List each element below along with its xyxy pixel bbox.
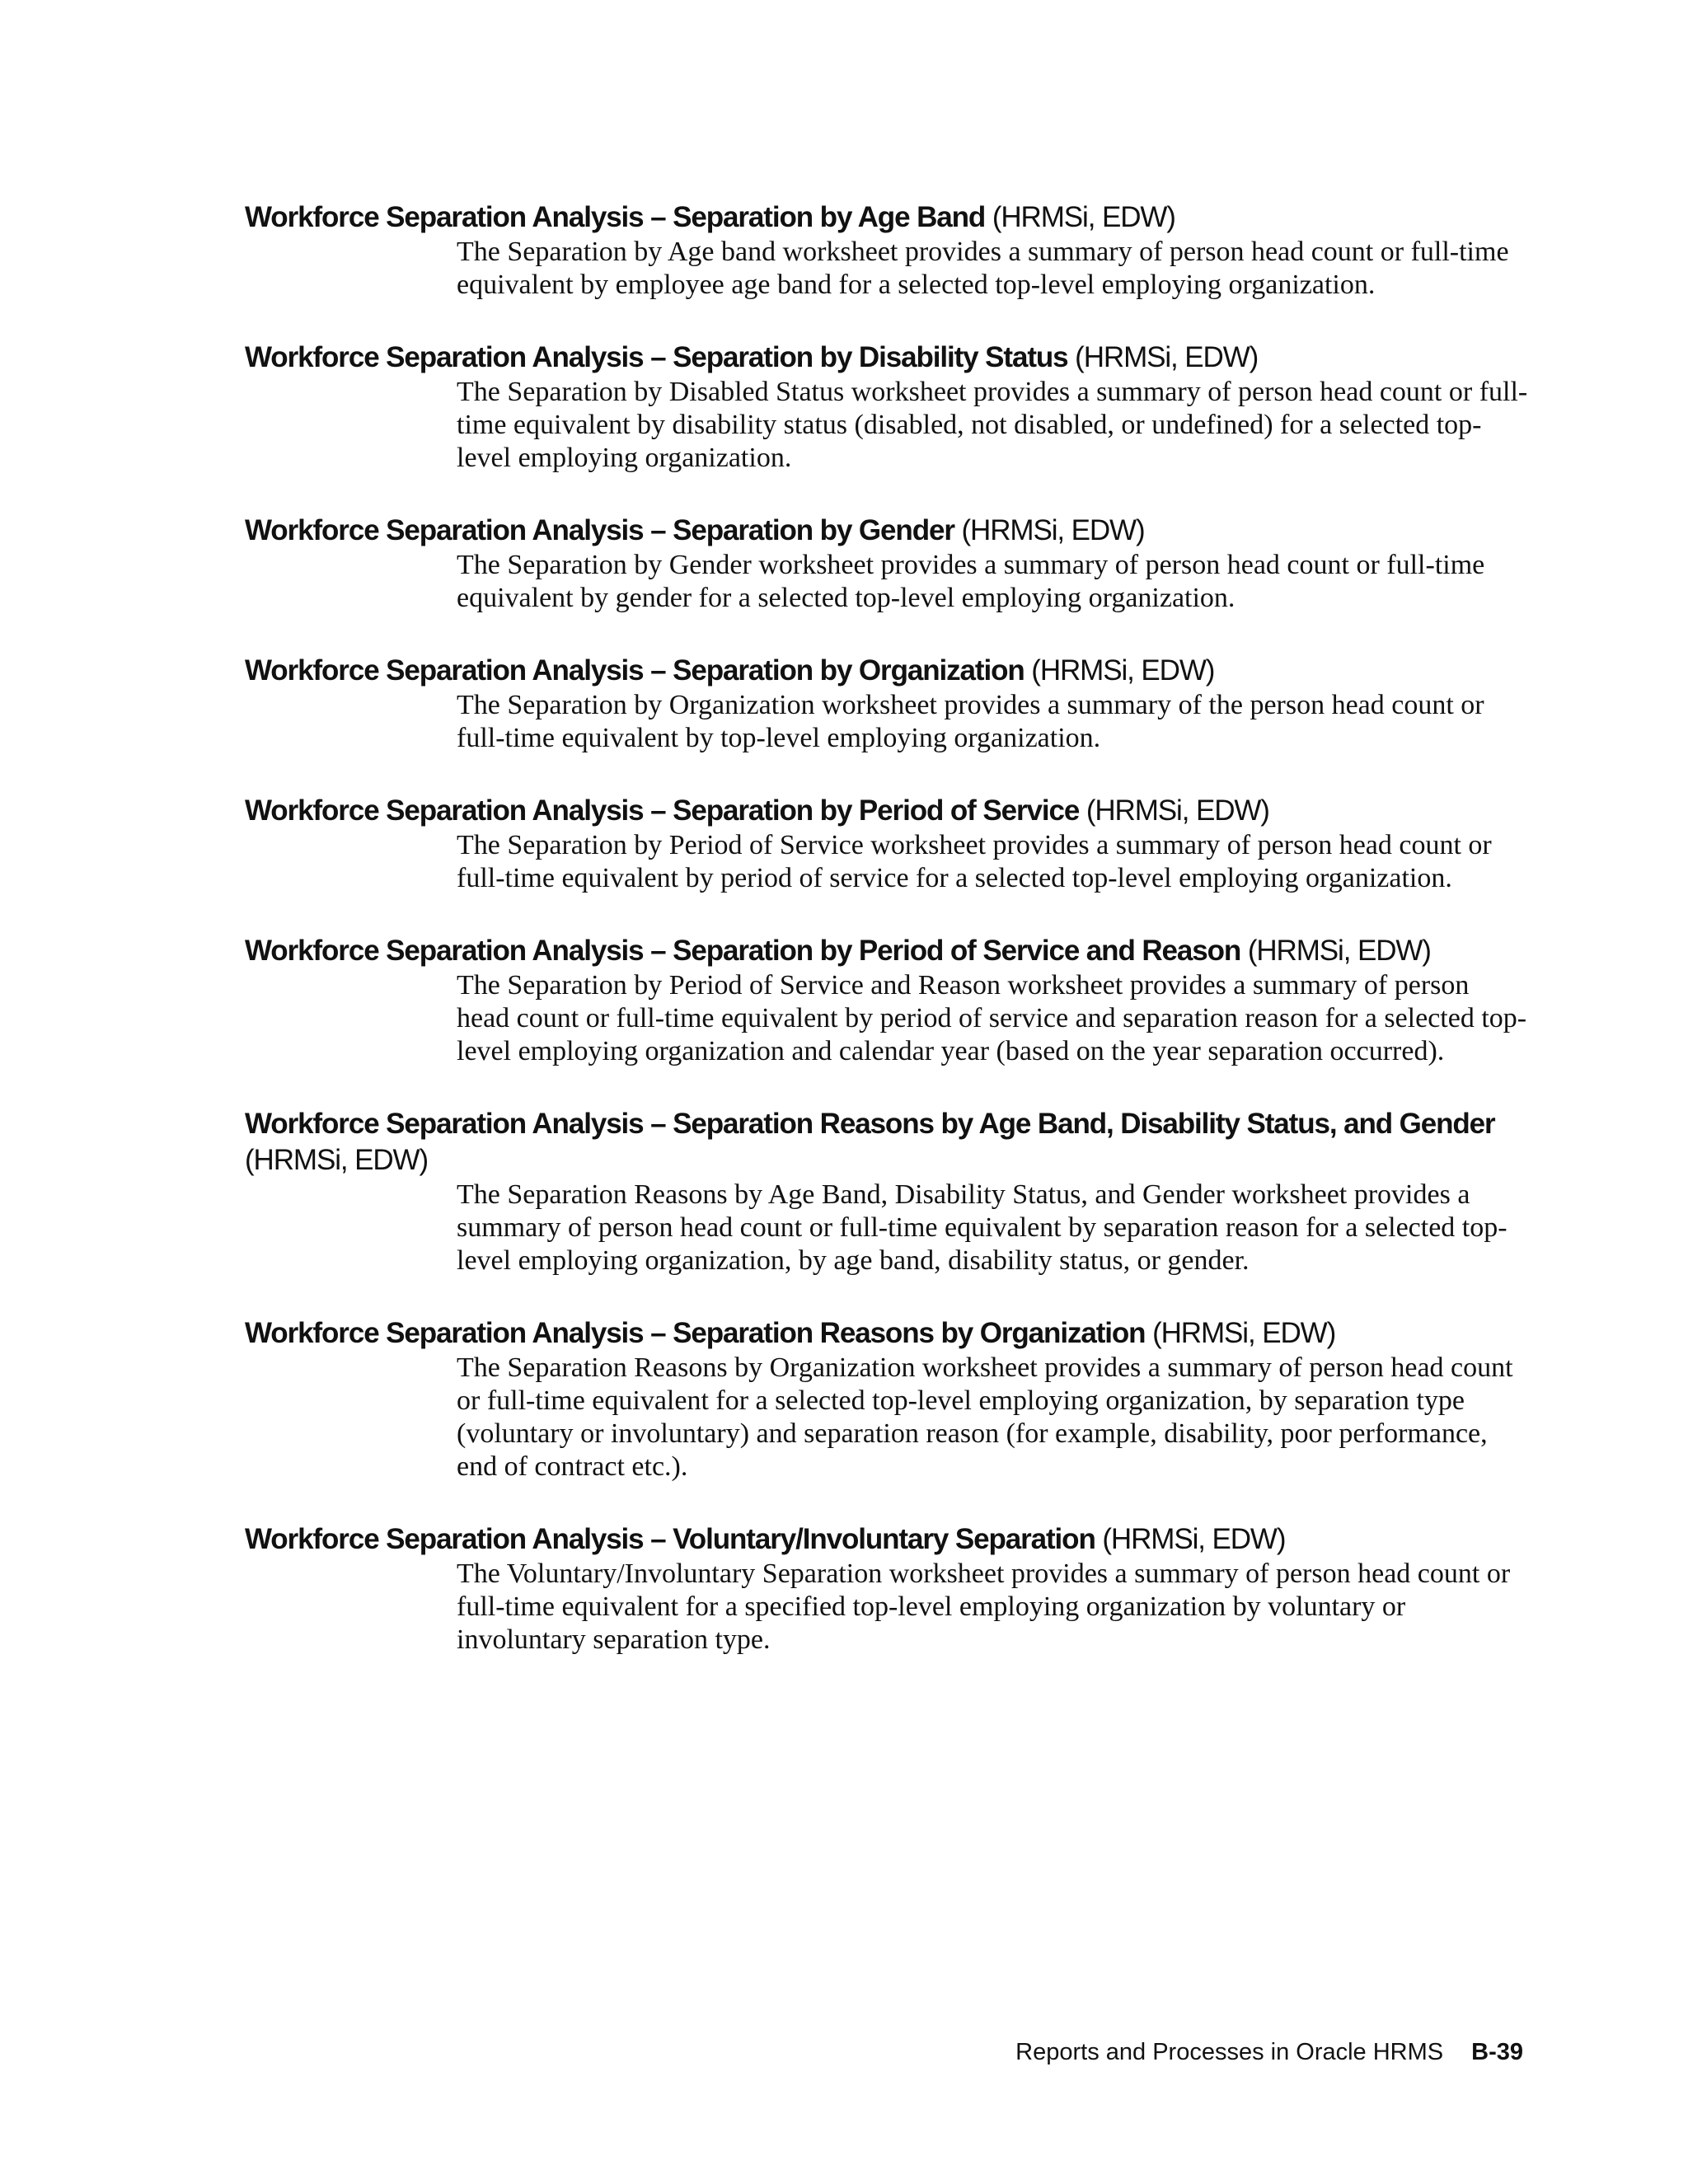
entry-separation-by-disability-status <box>245 340 1531 475</box>
entry-description: The Separation by Disabled Status worksheet provides a summary of person head count or full-time equivalent by disability status (disabled, not disabled, or undefined) for a selected top-level employing organization. <box>457 377 1528 473</box>
footer-title: Reports and Processes in Oracle HRMS <box>1015 2039 1444 2065</box>
entry-description: The Separation by Organization worksheet provides a summary of the person head count or full-time equivalent by top-level employing organization. <box>457 690 1484 753</box>
entry-heading <box>245 199 1531 236</box>
page-number: B-39 <box>1471 2039 1523 2065</box>
entry-tag: (HRMSi, EDW) <box>1075 341 1259 373</box>
entry-voluntary-involuntary-separation <box>245 1521 1531 1657</box>
entry-title: Workforce Separation Analysis – Separation Reasons by Organization <box>245 1317 1146 1349</box>
entry-separation-reasons-by-organization <box>245 1315 1531 1483</box>
entry-tag: (HRMSi, EDW) <box>1085 794 1269 827</box>
entry-title: Workforce Separation Analysis – Separation by Disability Status <box>245 341 1068 373</box>
page-footer <box>907 2037 1523 2067</box>
entry-heading <box>245 1315 1531 1352</box>
entry-title: Workforce Separation Analysis – Separation by Organization <box>245 654 1025 687</box>
entry-description: The Separation by Period of Service worksheet provides a summary of person head count or full-time equivalent by period of service for a selected top-level employing organization. <box>457 830 1492 893</box>
entry-description: The Separation Reasons by Organization worksheet provides a summary of person head count or full-time equivalent for a selected top-level employing organization, by separation type (voluntary or involuntary) and separation reason (for example, disability, poor performance, end of contract etc.). <box>457 1352 1513 1482</box>
entry-title: Workforce Separation Analysis – Separation by Period of Service <box>245 794 1080 827</box>
entry-description: The Separation Reasons by Age Band, Disability Status, and Gender worksheet provides a summary of person head count or full-time equivalent by separation reason for a selected top-level employing organization, by age band, disability status, or gender. <box>457 1179 1507 1276</box>
entry-description: The Separation by Age band worksheet provides a summary of person head count or full-time equivalent by employee age band for a selected top-level employing organization. <box>457 237 1509 300</box>
entry-separation-reasons-by-age-disability-gender <box>245 1106 1531 1277</box>
entry-title: Workforce Separation Analysis – Separation by Period of Service and Reason <box>245 935 1241 967</box>
entry-tag: (HRMSi, EDW) <box>245 1144 429 1176</box>
entry-tag: (HRMSi, EDW) <box>1031 654 1215 687</box>
entry-tag: (HRMSi, EDW) <box>961 514 1145 546</box>
entry-separation-by-period-of-service <box>245 793 1531 895</box>
entry-title: Workforce Separation Analysis – Separation Reasons by Age Band, Disability Status, and Gender <box>245 1108 1495 1140</box>
entry-heading <box>245 793 1531 829</box>
entry-tag: (HRMSi, EDW) <box>992 201 1175 233</box>
entry-description: The Voluntary/Involuntary Separation worksheet provides a summary of person head count or full-time equivalent for a specified top-level employing organization by voluntary or involuntary separation type. <box>457 1558 1511 1655</box>
entry-list <box>245 199 1531 1694</box>
entry-separation-by-gender <box>245 513 1531 615</box>
entry-description: The Separation by Period of Service and Reason worksheet provides a summary of person head count or full-time equivalent by period of service and separation reason for a selected top-level employing organization and calendar year (based on the year separation occurred). <box>457 970 1527 1066</box>
entry-tag: (HRMSi, EDW) <box>1247 935 1431 967</box>
entry-tag: (HRMSi, EDW) <box>1152 1317 1336 1349</box>
entry-heading <box>245 1106 1531 1179</box>
entry-heading <box>245 340 1531 376</box>
entry-heading <box>245 933 1531 969</box>
entry-separation-by-age-band <box>245 199 1531 302</box>
entry-heading <box>245 653 1531 689</box>
entry-description: The Separation by Gender worksheet provides a summary of person head count or full-time equivalent by gender for a selected top-level employing organization. <box>457 550 1485 613</box>
entry-heading <box>245 513 1531 549</box>
entry-separation-by-organization <box>245 653 1531 755</box>
entry-heading <box>245 1521 1531 1558</box>
entry-title: Workforce Separation Analysis – Voluntary/Involuntary Separation <box>245 1523 1095 1555</box>
entry-separation-by-period-of-service-and-reason <box>245 933 1531 1068</box>
entry-title: Workforce Separation Analysis – Separation by Age Band <box>245 201 986 233</box>
entry-title: Workforce Separation Analysis – Separation by Gender <box>245 514 954 546</box>
entry-tag: (HRMSi, EDW) <box>1102 1523 1286 1555</box>
